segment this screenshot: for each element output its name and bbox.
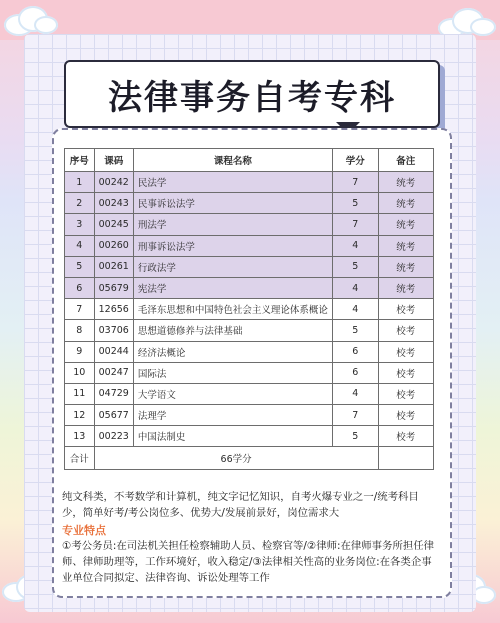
table-row <box>65 256 434 277</box>
cell-credit: 4 <box>332 235 378 256</box>
cell-no: 13 <box>65 426 95 447</box>
cell-credit: 5 <box>332 256 378 277</box>
cell-code: 12656 <box>94 299 133 320</box>
cell-course-name: 宪法学 <box>133 277 332 298</box>
cell-course-name: 中国法制史 <box>133 426 332 447</box>
cell-code: 00261 <box>94 256 133 277</box>
cell-no: 12 <box>65 405 95 426</box>
cell-course-name: 经济法概论 <box>133 341 332 362</box>
cell-note: 校考 <box>378 341 433 362</box>
header-credit: 学分 <box>332 149 378 172</box>
table-row <box>65 214 434 235</box>
cell-note: 校考 <box>378 362 433 383</box>
cell-note: 校考 <box>378 405 433 426</box>
cell-no: 9 <box>65 341 95 362</box>
course-table <box>64 148 434 470</box>
cell-code: 05677 <box>94 405 133 426</box>
cell-note: 校考 <box>378 320 433 341</box>
cell-note: 统考 <box>378 256 433 277</box>
cell-credit: 6 <box>332 341 378 362</box>
cell-code: 00242 <box>94 172 133 193</box>
cell-note: 统考 <box>378 235 433 256</box>
cell-credit: 4 <box>332 299 378 320</box>
cell-credit: 5 <box>332 193 378 214</box>
cell-code: 00247 <box>94 362 133 383</box>
cell-code: 04729 <box>94 383 133 404</box>
table-row <box>65 299 434 320</box>
cell-course-name: 国际法 <box>133 362 332 383</box>
cell-no: 10 <box>65 362 95 383</box>
cell-no: 7 <box>65 299 95 320</box>
cell-credit: 6 <box>332 362 378 383</box>
cell-note: 统考 <box>378 193 433 214</box>
table-row <box>65 320 434 341</box>
table-row <box>65 341 434 362</box>
cell-no: 3 <box>65 214 95 235</box>
cell-course-name: 民事诉讼法学 <box>133 193 332 214</box>
table-row <box>65 235 434 256</box>
page-title: 法律事务自考专科 <box>108 77 396 118</box>
cell-credit: 7 <box>332 214 378 235</box>
table-row <box>65 362 434 383</box>
cell-no: 5 <box>65 256 95 277</box>
header-no: 序号 <box>65 149 95 172</box>
major-description: 纯文科类，不考数学和计算机，纯文字记忆知识，自考火爆专业之一/统考科目少，简单好考/考公岗位多、优势大/发展前景好，岗位需求大 <box>62 491 419 519</box>
total-label: 合计 <box>65 447 95 470</box>
cell-course-name: 思想道德修养与法律基础 <box>133 320 332 341</box>
cell-note: 统考 <box>378 214 433 235</box>
table-row <box>65 383 434 404</box>
cell-note: 统考 <box>378 172 433 193</box>
table-row <box>65 405 434 426</box>
table-row <box>65 277 434 298</box>
table-header-row <box>65 149 434 172</box>
cell-note: 校考 <box>378 383 433 404</box>
cell-credit: 7 <box>332 405 378 426</box>
cell-course-name: 刑法学 <box>133 214 332 235</box>
features-text: ①考公务员:在司法机关担任检察辅助人员、检察官等/②律师:在律师事务所担任律师、律师助理等，工作环境好，收入稳定/③法律相关性高的业务岗位:在各类企事业单位合同拟定、法律咨询、诉讼处理等工作 <box>62 540 435 584</box>
cell-course-name: 刑事诉讼法学 <box>133 235 332 256</box>
cell-code: 00260 <box>94 235 133 256</box>
cell-note: 统考 <box>378 277 433 298</box>
cell-code: 03706 <box>94 320 133 341</box>
cell-note: 校考 <box>378 299 433 320</box>
table-row <box>65 426 434 447</box>
total-row <box>65 447 434 470</box>
features-heading: 专业特点 <box>62 524 106 537</box>
cell-credit: 5 <box>332 320 378 341</box>
header-note: 备注 <box>378 149 433 172</box>
cell-course-name: 民法学 <box>133 172 332 193</box>
cell-credit: 7 <box>332 172 378 193</box>
header-name: 课程名称 <box>133 149 332 172</box>
cell-credit: 5 <box>332 426 378 447</box>
cell-course-name: 大学语文 <box>133 383 332 404</box>
cell-credit: 4 <box>332 383 378 404</box>
cell-no: 6 <box>65 277 95 298</box>
cell-no: 2 <box>65 193 95 214</box>
cell-no: 8 <box>65 320 95 341</box>
cell-note: 校考 <box>378 426 433 447</box>
cell-no: 11 <box>65 383 95 404</box>
title-banner <box>64 60 440 128</box>
header-code: 课码 <box>94 149 133 172</box>
cell-no: 1 <box>65 172 95 193</box>
cell-code: 00243 <box>94 193 133 214</box>
total-value: 66学分 <box>94 447 378 470</box>
cell-course-name: 法理学 <box>133 405 332 426</box>
table-row <box>65 193 434 214</box>
cell-no: 4 <box>65 235 95 256</box>
cell-code: 00244 <box>94 341 133 362</box>
table-row <box>65 172 434 193</box>
total-note-empty <box>378 447 433 470</box>
cell-course-name: 行政法学 <box>133 256 332 277</box>
cell-course-name: 毛泽东思想和中国特色社会主义理论体系概论 <box>133 299 332 320</box>
cell-code: 00245 <box>94 214 133 235</box>
cell-code: 05679 <box>94 277 133 298</box>
cell-code: 00223 <box>94 426 133 447</box>
cell-credit: 4 <box>332 277 378 298</box>
